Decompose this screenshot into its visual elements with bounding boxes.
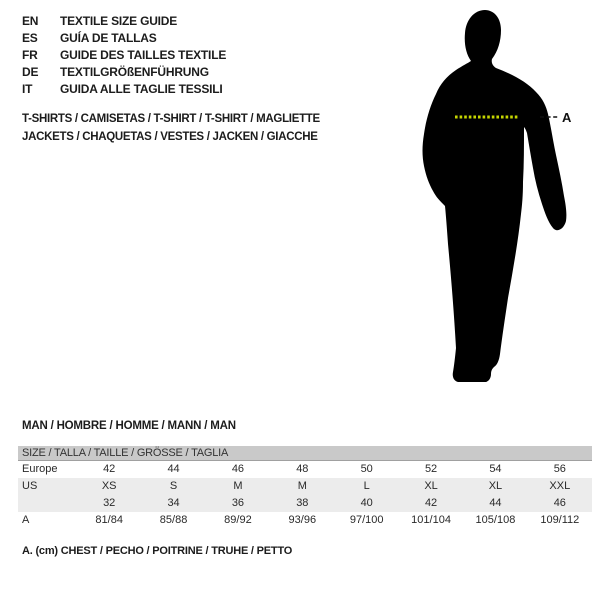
size-cell: 81/84 bbox=[95, 514, 123, 526]
row-label: US bbox=[22, 480, 38, 492]
section-title-man: MAN / HOMBRE / HOMME / MANN / MAN bbox=[22, 420, 236, 432]
man-silhouette-svg bbox=[390, 0, 600, 400]
man-silhouette bbox=[423, 10, 567, 382]
language-label: GUIDE DES TAILLES TEXTILE bbox=[60, 48, 227, 62]
table-row bbox=[18, 461, 592, 478]
size-cell: 34 bbox=[167, 497, 180, 509]
category-line: JACKETS / CHAQUETAS / VESTES / JACKEN / GIACCHE bbox=[22, 130, 318, 143]
size-cell: 54 bbox=[489, 463, 502, 475]
language-row bbox=[22, 47, 226, 64]
size-cell: XL bbox=[488, 480, 503, 492]
size-cell: 40 bbox=[360, 497, 373, 509]
size-cell: XL bbox=[424, 480, 438, 492]
size-cell: 44 bbox=[489, 497, 502, 509]
language-code: ES bbox=[22, 31, 38, 45]
measure-label-a: A bbox=[562, 110, 572, 125]
size-cell: 85/88 bbox=[159, 514, 188, 526]
row-label: Europe bbox=[22, 463, 58, 475]
size-cell: 56 bbox=[553, 463, 566, 475]
size-cell: S bbox=[169, 480, 178, 492]
language-label: TEXTILGRÖßENFÜHRUNG bbox=[60, 65, 209, 79]
size-cell: 46 bbox=[231, 463, 245, 475]
language-code: IT bbox=[22, 82, 33, 96]
size-cell: 109/112 bbox=[540, 514, 580, 526]
table-row bbox=[18, 478, 592, 495]
table-row bbox=[18, 512, 592, 529]
language-code: DE bbox=[22, 65, 39, 79]
size-cell: 36 bbox=[231, 497, 245, 509]
size-cell: 52 bbox=[424, 463, 438, 475]
size-cell: 44 bbox=[167, 463, 180, 475]
measurement-footnote: A. (cm) CHEST / PECHO / POITRINE / TRUHE / PETTO bbox=[22, 545, 293, 557]
size-cell: 97/100 bbox=[349, 514, 384, 526]
size-cell: 32 bbox=[103, 497, 116, 509]
table-row bbox=[18, 495, 592, 512]
size-cell: 105/108 bbox=[475, 514, 516, 526]
size-table bbox=[18, 446, 592, 529]
size-cell: M bbox=[297, 480, 307, 492]
language-row bbox=[22, 81, 226, 98]
size-cell: 46 bbox=[553, 497, 566, 509]
size-cell: 50 bbox=[360, 463, 373, 475]
size-cell: 93/96 bbox=[288, 514, 317, 526]
language-list bbox=[22, 13, 226, 98]
size-cell: 42 bbox=[103, 463, 116, 475]
size-cell: 42 bbox=[424, 497, 438, 509]
category-list bbox=[22, 111, 320, 146]
size-table-header: SIZE / TALLA / TAILLE / GRÖSSE / TAGLIA bbox=[18, 446, 592, 461]
language-row bbox=[22, 30, 226, 47]
size-cell: L bbox=[363, 480, 370, 492]
size-cell: XS bbox=[101, 480, 117, 492]
row-label: A bbox=[22, 514, 30, 526]
language-label: TEXTILE SIZE GUIDE bbox=[60, 14, 178, 28]
size-cell: 101/104 bbox=[411, 514, 451, 526]
size-cell: 38 bbox=[296, 497, 309, 509]
man-silhouette-figure bbox=[390, 0, 600, 400]
language-row bbox=[22, 13, 226, 30]
language-label: GUIDA ALLE TAGLIE TESSILI bbox=[60, 82, 223, 96]
row-label bbox=[18, 495, 77, 512]
size-table-body bbox=[18, 461, 592, 529]
language-code: EN bbox=[22, 14, 39, 28]
language-row bbox=[22, 64, 226, 81]
size-cell: 89/92 bbox=[224, 514, 252, 526]
size-cell: 48 bbox=[296, 463, 309, 475]
category-line: T-SHIRTS / CAMISETAS / T-SHIRT / T-SHIRT / MAGLIETTE bbox=[22, 113, 320, 125]
language-label: GUÍA DE TALLAS bbox=[60, 31, 157, 45]
language-code: FR bbox=[22, 48, 38, 62]
size-cell: M bbox=[233, 480, 243, 492]
size-cell: XXL bbox=[549, 480, 571, 492]
